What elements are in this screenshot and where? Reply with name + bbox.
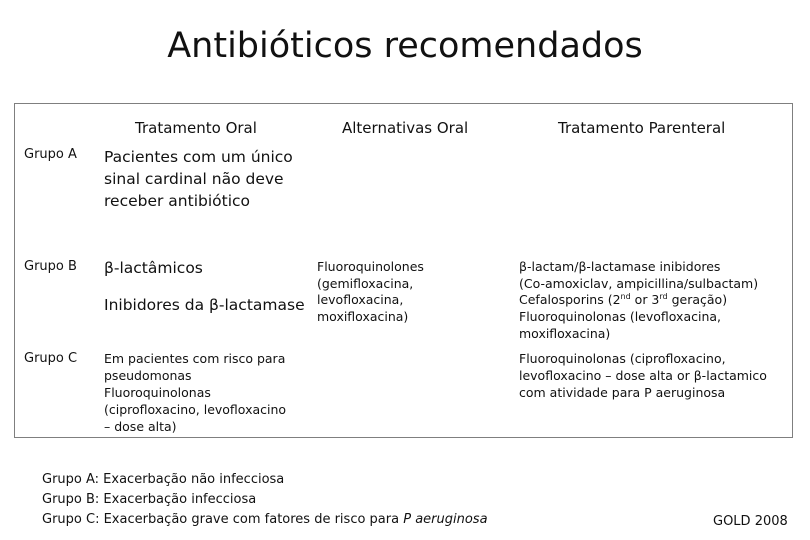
- footnote-group-c: [42, 510, 488, 530]
- group-a-oral-line-2: sinal cardinal não deve: [104, 170, 284, 188]
- group-c-oral-line-4: (ciprofloxacino, levofloxacino: [104, 402, 287, 417]
- cephalosporin-sup-nd: nd: [620, 291, 631, 301]
- group-c-oral-line-1: Em pacientes com risco para: [104, 351, 286, 366]
- group-b-alt-line-4: moxifloxacina): [317, 309, 409, 324]
- group-c-label: Grupo C: [24, 351, 78, 366]
- group-b-parenteral-line-5: moxifloxacina): [519, 326, 611, 341]
- group-a-oral-line-3: receber antibiótico: [104, 192, 251, 210]
- group-b-alt-line-1: Fluoroquinolones: [317, 259, 424, 274]
- group-b-alt-line-2: (gemifloxacina,: [317, 276, 414, 291]
- header-oral-alternatives: Alternativas Oral: [342, 119, 469, 137]
- group-b-parenteral-line-1: β-lactam/β-lactamase inibidores: [519, 259, 721, 274]
- group-a-oral-line-1: Pacientes com um único: [104, 148, 293, 166]
- footnote-group-b: Grupo B: Exacerbação infecciosa: [42, 492, 257, 507]
- group-c-oral-line-3: Fluoroquinolonas: [104, 385, 211, 400]
- group-b-parenteral-line-2: (Co-amoxiclav, ampicillina/sulbactam): [519, 276, 759, 291]
- header-oral-treatment: Tratamento Oral: [135, 119, 257, 137]
- group-b-label: Grupo B: [24, 259, 77, 274]
- group-b-parenteral-line-3: [519, 292, 727, 309]
- footnote-group-c-text: Grupo C: Exacerbação grave com fatores de risco para: [42, 512, 404, 527]
- group-c-parenteral-line-3: com atividade para P aeruginosa: [519, 385, 726, 400]
- footnote-group-a: Grupo A: Exacerbação não infecciosa: [42, 472, 285, 487]
- page-title: Antibióticos recomendados: [167, 26, 643, 66]
- group-b-parenteral-line-4: Fluoroquinolonas (levofloxacina,: [519, 309, 722, 324]
- group-c-oral-line-2: pseudomonas: [104, 368, 192, 383]
- cephalosporin-text-a: Cefalosporins (2: [519, 292, 621, 307]
- group-b-alt-line-3: levofloxacina,: [317, 292, 404, 307]
- source-citation: GOLD 2008: [713, 514, 788, 529]
- group-c-oral-line-5: – dose alta): [104, 419, 177, 434]
- group-c-parenteral-line-2: levofloxacino – dose alta or β-lactamico: [519, 368, 767, 383]
- group-b-oral-line-2: Inibidores da β-lactamase: [104, 296, 305, 314]
- group-c-parenteral-line-1: Fluoroquinolonas (ciprofloxacino,: [519, 351, 726, 366]
- cephalosporin-text-b: or 3: [630, 292, 660, 307]
- group-a-label: Grupo A: [24, 147, 77, 162]
- footnote-group-c-organism: P aeruginosa: [403, 512, 488, 527]
- cephalosporin-text-c: geração): [667, 292, 728, 307]
- group-b-oral-line-1: β-lactâmicos: [104, 259, 203, 277]
- header-parenteral-treatment: Tratamento Parenteral: [558, 119, 726, 137]
- cephalosporin-sup-rd: rd: [659, 291, 668, 301]
